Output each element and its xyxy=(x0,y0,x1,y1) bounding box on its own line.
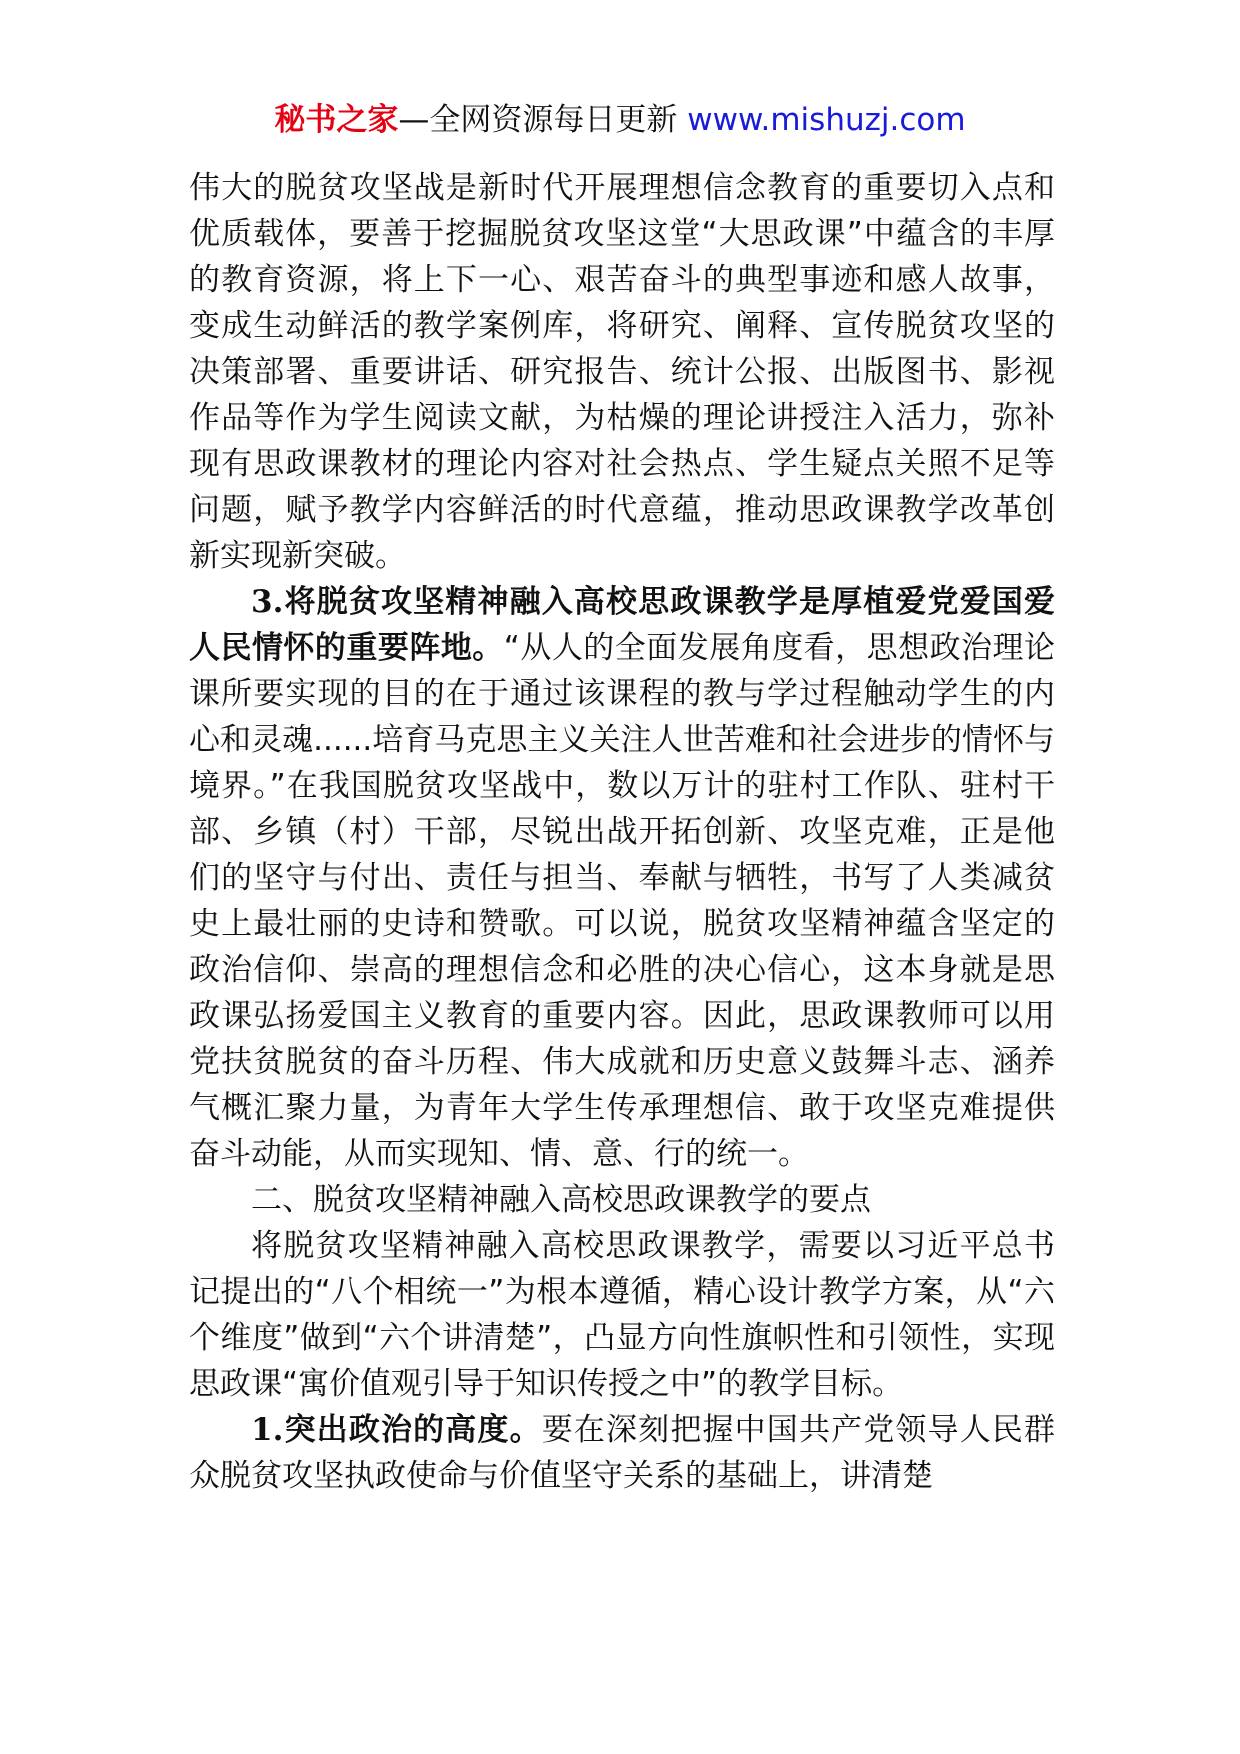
paragraph-section-3 xyxy=(189,579,1055,1177)
paragraph-intro-2: 将脱贫攻坚精神融入高校思政课教学，需要以习近平总书记提出的“八个相统一”为根本遵循，精心设计教学方案，从“六个维度”做到“六个讲清楚”，凸显方向性旗帜性和引领性，实现思政课“寓价值观引导于知识传授之中”的教学目标。 xyxy=(189,1228,1055,1402)
point-1-text: 要在深刻把握中国共产党领导人民群众脱贫攻坚执政使命与价值坚守关系的基础上，讲清楚 xyxy=(189,1412,1055,1494)
paragraph-point-1 xyxy=(189,1407,1055,1499)
section-3-number: 3. xyxy=(251,584,284,620)
section-heading-2: 二、脱贫攻坚精神融入高校思政课教学的要点 xyxy=(251,1182,871,1218)
brand-name: 秘书之家 xyxy=(274,102,399,138)
point-1-number: 1. xyxy=(251,1412,284,1448)
header-slogan: —全网资源每日更新 xyxy=(398,102,688,138)
page-header xyxy=(0,100,1240,140)
paragraph-continuation: 伟大的脱贫攻坚战是新时代开展理想信念教育的重要切入点和优质载体，要善于挖掘脱贫攻坚这堂“大思政课”中蕴含的丰厚的教育资源，将上下一心、艰苦奋斗的典型事迹和感人故事，变成生动鲜活的教学案例库，将研究、阐释、宣传脱贫攻坚的决策部署、重要讲话、研究报告、统计公报、出版图书、影视作品等作为学生阅读文献，为枯燥的理论讲授注入活力，弥补现有思政课教材的理论内容对社会热点、学生疑点关照不足等问题，赋予教学内容鲜活的时代意蕴，推动思政课教学改革创新实现新突破。 xyxy=(189,170,1055,574)
document-body xyxy=(189,165,1055,1499)
point-1-heading: 突出政治的高度。 xyxy=(283,1412,542,1448)
section-3-heading: 将脱贫攻坚精神融入高校思政课教学是厚植爱党爱国爱人民情怀的重要阵地。 xyxy=(189,584,1055,666)
section-3-text: “从人的全面发展角度看，思想政治理论课所要实现的目的在于通过该课程的教与学过程触动学生的内心和灵魂......培育马克思主义关注人世苦难和社会进步的情怀与境界。”在我国脱贫攻坚战中，数以万计的驻村工作队、驻村干部、乡镇（村）干部，尽锐出战开拓创新、攻坚克难，正是他们的坚守与付出、责任与担当、奉献与牺牲，书写了人类减贫史上最壮丽的史诗和赞歌。可以说，脱贫攻坚精神蕴含坚定的政治信仰、崇高的理想信念和必胜的决心信心，这本身就是思政课弘扬爱国主义教育的重要内容。因此，思政课教师可以用党扶贫脱贫的奋斗历程、伟大成就和历史意义鼓舞斗志、涵养气概汇聚力量，为青年大学生传承理想信、敢于攻坚克难提供奋斗动能，从而实现知、情、意、行的统一。 xyxy=(189,630,1056,1172)
site-url[interactable]: www.mishuzj.com xyxy=(687,102,966,138)
